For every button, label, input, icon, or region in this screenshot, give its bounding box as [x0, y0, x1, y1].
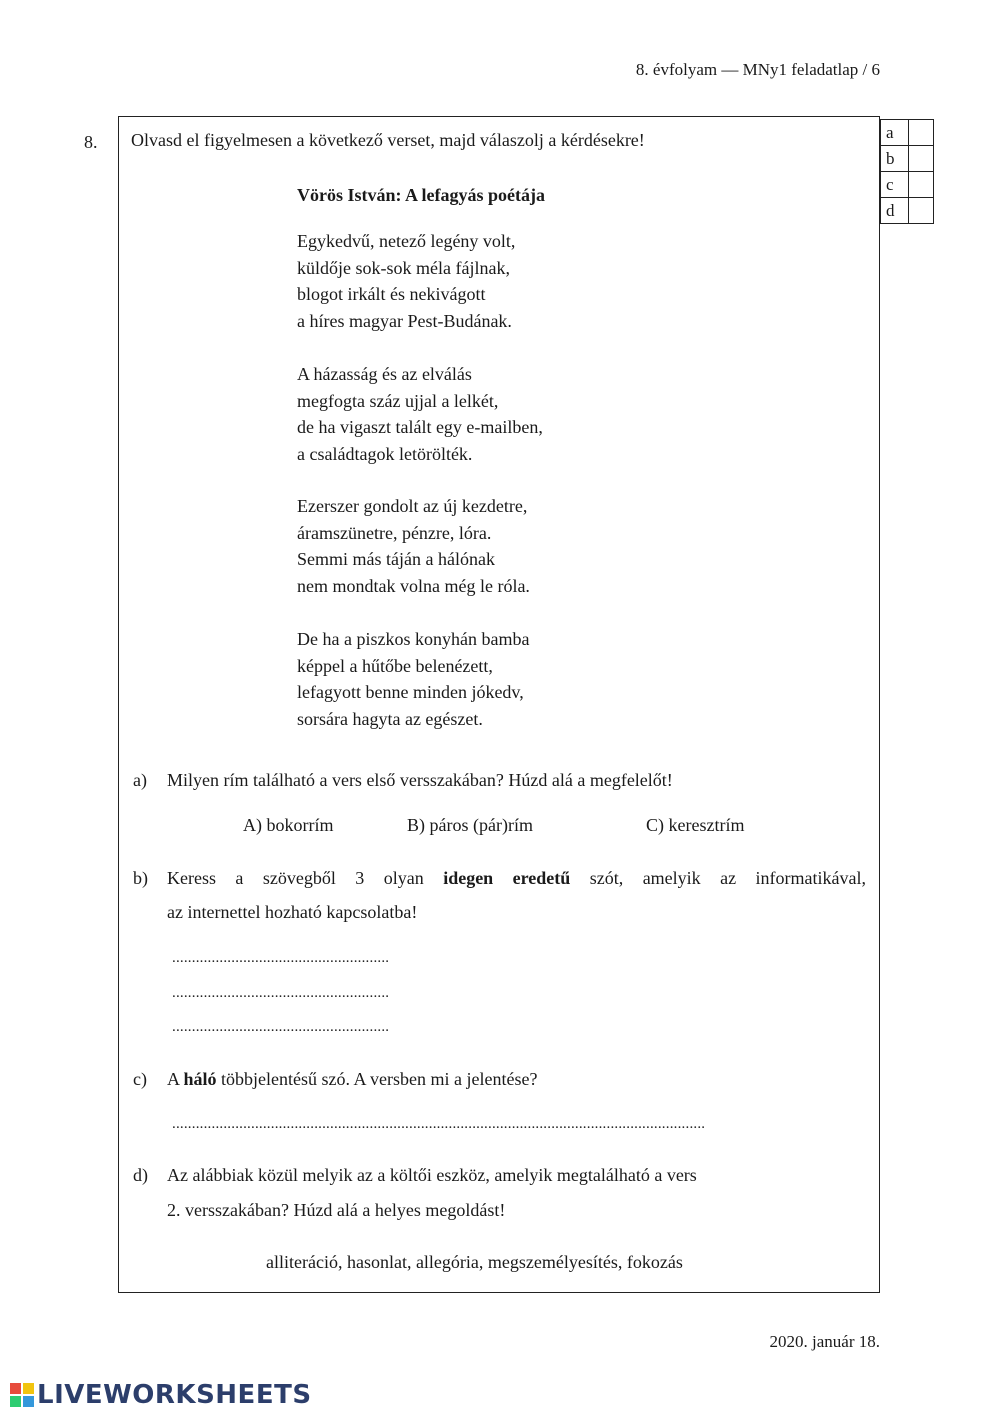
- answer-line-c[interactable]: .......................................................................................................................................: [172, 1116, 706, 1132]
- question-b-text-line2: az internettel hozható kapcsolatba!: [167, 902, 418, 922]
- poem-title: Vörös István: A lefagyás poétája: [297, 185, 545, 205]
- poem-line: képpel a hűtőbe belenézett,: [297, 655, 493, 676]
- poem-line: áramszünetre, pénzre, lóra.: [297, 522, 492, 543]
- emphasis-idegen-eredetu: idegen eredetű: [443, 868, 571, 888]
- question-d-letter: d): [133, 1165, 148, 1185]
- poem-line: sorsára hagyta az egészet.: [297, 708, 483, 729]
- option-a-bokorrim[interactable]: A) bokorrím: [243, 815, 334, 835]
- poem-line: Egykedvű, netező legény volt,: [297, 231, 516, 251]
- logo-square-icon: [23, 1396, 34, 1407]
- question-c-letter: c): [133, 1069, 147, 1089]
- poem-stanza-2: [297, 361, 543, 467]
- question-a-text: Milyen rím található a vers első versszakában? Húzd alá a megfelelőt!: [167, 770, 673, 790]
- question-c-text: A háló többjelentésű szó. A versben mi a jelentése?: [167, 1069, 538, 1089]
- logo-square-icon: [23, 1383, 34, 1394]
- task-instruction: Olvasd el figyelmesen a következő verset, majd válaszolj a kérdésekre!: [131, 130, 645, 150]
- poem-line: blogot irkált és nekivágott: [297, 284, 486, 305]
- option-c-keresztrim[interactable]: C) keresztrím: [646, 815, 745, 835]
- poem-line: De ha a piszkos konyhán bamba: [297, 629, 530, 649]
- answer-line-b-1[interactable]: .......................................................: [172, 950, 390, 966]
- page-header: 8. évfolyam — MNy1 feladatlap / 6: [635, 60, 880, 79]
- score-cell-b[interactable]: [909, 146, 934, 172]
- score-cell-d[interactable]: [909, 198, 934, 224]
- score-label-a: a: [881, 120, 909, 146]
- task-number: 8.: [84, 132, 98, 152]
- poem-line: a híres magyar Pest-Budának.: [297, 310, 512, 331]
- score-cell-c[interactable]: [909, 172, 934, 198]
- poem-stanza-4: [297, 626, 529, 732]
- poem-line: Semmi más táján a hálónak: [297, 549, 495, 570]
- logo-icon: [10, 1383, 34, 1407]
- question-b-letter: b): [133, 868, 148, 888]
- poem-line: nem mondtak volna még le róla.: [297, 575, 530, 596]
- poem-line: de ha vigaszt talált egy e-mailben,: [297, 417, 543, 438]
- poem-line: A házasság és az elválás: [297, 364, 472, 384]
- emphasis-halo: háló: [183, 1069, 217, 1089]
- score-table: [880, 119, 934, 224]
- footer-date: 2020. január 18.: [769, 1332, 880, 1351]
- poem-line: küldője sok-sok méla fájlnak,: [297, 257, 510, 278]
- poem-line: megfogta száz ujjal a lelkét,: [297, 390, 499, 411]
- answer-line-b-3[interactable]: .......................................................: [172, 1019, 390, 1035]
- question-a-letter: a): [133, 770, 147, 790]
- poem-line: Ezerszer gondolt az új kezdetre,: [297, 496, 528, 516]
- logo-square-icon: [10, 1396, 21, 1407]
- poem-line: lefagyott benne minden jókedv,: [297, 682, 524, 703]
- score-label-d: d: [881, 198, 909, 224]
- poem-stanza-1: [297, 228, 515, 334]
- logo-square-icon: [10, 1383, 21, 1394]
- answer-line-b-2[interactable]: .......................................................: [172, 985, 390, 1001]
- logo-text: LIVEWORKSHEETS: [37, 1380, 312, 1410]
- liveworksheets-logo: [10, 1380, 312, 1410]
- poem-stanza-3: [297, 493, 530, 599]
- question-d-text: Az alábbiak közül melyik az a költői eszköz, amelyik megtalálható a vers: [167, 1165, 697, 1185]
- score-label-c: c: [881, 172, 909, 198]
- question-d-options[interactable]: alliteráció, hasonlat, allegória, megszemélyesítés, fokozás: [266, 1252, 683, 1272]
- score-label-b: b: [881, 146, 909, 172]
- poem-line: a családtagok letörölték.: [297, 443, 473, 464]
- option-b-paros-rim[interactable]: B) páros (pár)rím: [407, 815, 533, 835]
- question-b-text: Keress a szövegből 3 olyan idegen eredetű szót, amelyik az informatikával,: [167, 868, 867, 888]
- score-cell-a[interactable]: [909, 120, 934, 146]
- question-d-text-line2: 2. versszakában? Húzd alá a helyes megoldást!: [167, 1200, 506, 1220]
